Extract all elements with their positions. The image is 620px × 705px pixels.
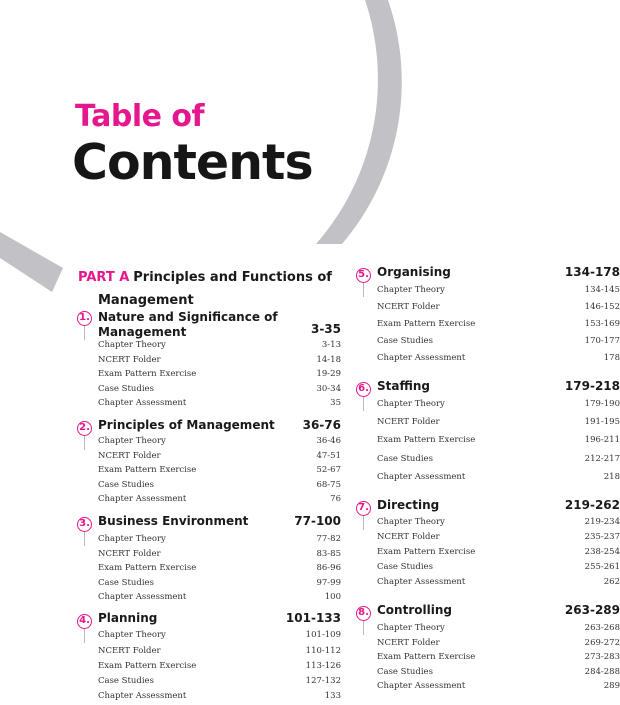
toc-entry[interactable] bbox=[98, 691, 341, 705]
toc-title-line1: Table of bbox=[75, 99, 205, 134]
badge-stem bbox=[84, 629, 85, 643]
toc-entry[interactable] bbox=[98, 494, 341, 508]
entry-pages: 134-145 bbox=[584, 285, 620, 295]
entry-label: Exam Pattern Exercise bbox=[377, 435, 476, 445]
entry-pages: 153-169 bbox=[584, 319, 620, 329]
entry-label: Exam Pattern Exercise bbox=[98, 369, 197, 379]
chapter-number-badge: 2. bbox=[77, 421, 92, 436]
toc-entry[interactable] bbox=[377, 532, 620, 546]
entry-label: Exam Pattern Exercise bbox=[98, 661, 197, 671]
toc-entry[interactable] bbox=[98, 384, 341, 398]
toc-title-line2: Contents bbox=[72, 134, 313, 191]
toc-entry[interactable] bbox=[98, 646, 341, 660]
toc-entry[interactable] bbox=[98, 340, 341, 354]
chapter-title: Nature and Significance of Management bbox=[98, 310, 278, 339]
toc-entry[interactable] bbox=[377, 623, 620, 637]
entry-pages: 235-237 bbox=[584, 532, 620, 542]
chapter-title: Principles of Management bbox=[98, 418, 275, 432]
entry-label: Case Studies bbox=[98, 676, 154, 686]
entry-pages: 14-18 bbox=[316, 354, 341, 365]
entry-pages: 284-288 bbox=[584, 666, 620, 677]
entry-label: Exam Pattern Exercise bbox=[98, 465, 197, 475]
entry-pages: 30-34 bbox=[316, 383, 341, 394]
entry-pages: 178 bbox=[603, 353, 620, 363]
entry-label: NCERT Folder bbox=[98, 645, 161, 656]
chapter-title: Business Environment bbox=[98, 514, 249, 528]
entry-label: Chapter Assessment bbox=[377, 681, 466, 691]
entry-label: NCERT Folder bbox=[377, 637, 440, 648]
part-name-line1: Principles and Functions of bbox=[133, 270, 332, 285]
entry-pages: 170-177 bbox=[584, 336, 620, 346]
entry-pages: 269-272 bbox=[584, 637, 620, 648]
entry-label: Exam Pattern Exercise bbox=[377, 652, 476, 662]
badge-stem bbox=[363, 397, 364, 411]
chapter-page-range: 179-218 bbox=[564, 379, 620, 393]
toc-entry[interactable] bbox=[98, 563, 341, 577]
part-name-line2: Management bbox=[98, 293, 194, 308]
chapter-number-badge: 7. bbox=[356, 501, 371, 516]
entry-pages: 219-234 bbox=[584, 517, 620, 527]
entry-label: Case Studies bbox=[377, 666, 433, 677]
entry-pages: 113-126 bbox=[305, 661, 341, 671]
entry-label: Chapter Theory bbox=[98, 340, 166, 350]
entry-pages: 127-132 bbox=[305, 676, 341, 686]
entry-label: NCERT Folder bbox=[98, 354, 161, 365]
entry-label: Chapter Assessment bbox=[98, 398, 187, 408]
chapter-number-badge: 1. bbox=[77, 311, 92, 326]
entry-pages: 191-195 bbox=[584, 417, 620, 427]
toc-entry[interactable] bbox=[377, 638, 620, 652]
entry-label: Chapter Assessment bbox=[98, 494, 187, 504]
entry-label: Case Studies bbox=[98, 479, 154, 490]
entry-label: Chapter Assessment bbox=[377, 353, 466, 363]
entry-pages: 218 bbox=[603, 472, 620, 482]
chapter-title: Organising bbox=[377, 265, 451, 279]
entry-label: Case Studies bbox=[98, 577, 154, 588]
toc-entry[interactable] bbox=[98, 661, 341, 675]
toc-entry[interactable] bbox=[377, 577, 620, 591]
entry-pages: 212-217 bbox=[584, 454, 620, 464]
entry-label: Chapter Assessment bbox=[98, 691, 187, 701]
entry-pages: 100 bbox=[324, 592, 341, 602]
chapter-number-badge: 8. bbox=[356, 606, 371, 621]
chapter-number-badge: 5. bbox=[356, 268, 371, 283]
entry-pages: 83-85 bbox=[316, 548, 341, 559]
part-heading bbox=[78, 266, 348, 312]
entry-pages: 52-67 bbox=[316, 465, 341, 475]
entry-pages: 47-51 bbox=[316, 450, 341, 461]
toc-entry[interactable] bbox=[377, 517, 620, 531]
chapter-title: Staffing bbox=[377, 379, 430, 393]
toc-entry[interactable] bbox=[377, 435, 620, 449]
badge-stem bbox=[84, 326, 85, 340]
entry-pages: 36-46 bbox=[316, 436, 341, 446]
entry-label: NCERT Folder bbox=[377, 417, 440, 427]
entry-label: NCERT Folder bbox=[98, 450, 161, 461]
toc-entry[interactable] bbox=[98, 676, 341, 690]
entry-label: Chapter Assessment bbox=[98, 592, 187, 602]
entry-label: Case Studies bbox=[377, 561, 433, 572]
entry-label: NCERT Folder bbox=[377, 532, 440, 542]
badge-stem bbox=[363, 621, 364, 635]
entry-pages: 146-152 bbox=[584, 302, 620, 312]
entry-pages: 179-190 bbox=[584, 399, 620, 409]
toc-entry[interactable] bbox=[377, 417, 620, 431]
chapter-number-badge: 3. bbox=[77, 517, 92, 532]
toc-entry[interactable] bbox=[98, 592, 341, 606]
badge-stem bbox=[84, 436, 85, 450]
entry-pages: 76 bbox=[330, 494, 341, 504]
toc-entry[interactable] bbox=[98, 578, 341, 592]
entry-pages: 263-268 bbox=[584, 623, 620, 633]
part-label: PART A bbox=[78, 270, 130, 285]
entry-pages: 289 bbox=[603, 681, 620, 691]
chapter-page-range: 134-178 bbox=[564, 265, 620, 279]
entry-pages: 262 bbox=[603, 576, 620, 587]
toc-entry[interactable] bbox=[377, 319, 620, 333]
chapter-number-badge: 6. bbox=[356, 382, 371, 397]
entry-label: Exam Pattern Exercise bbox=[98, 563, 197, 573]
entry-label: Case Studies bbox=[377, 454, 433, 464]
toc-entry[interactable] bbox=[98, 480, 341, 494]
entry-label: Chapter Theory bbox=[377, 517, 445, 527]
entry-pages: 238-254 bbox=[584, 547, 620, 557]
toc-entry[interactable] bbox=[98, 355, 341, 369]
toc-entry[interactable] bbox=[377, 302, 620, 316]
toc-entry[interactable] bbox=[377, 667, 620, 681]
toc-entry[interactable] bbox=[377, 353, 620, 367]
chapter-page-range: 101-133 bbox=[285, 611, 341, 625]
entry-pages: 110-112 bbox=[305, 645, 341, 656]
entry-label: Chapter Theory bbox=[98, 436, 166, 446]
entry-label: NCERT Folder bbox=[377, 302, 440, 312]
toc-entry[interactable] bbox=[98, 369, 341, 383]
entry-pages: 196-211 bbox=[584, 435, 620, 445]
entry-label: Chapter Assessment bbox=[377, 576, 466, 587]
entry-label: Chapter Theory bbox=[98, 534, 166, 544]
entry-label: NCERT Folder bbox=[98, 548, 161, 559]
toc-entry[interactable] bbox=[98, 398, 341, 412]
entry-pages: 77-82 bbox=[316, 534, 341, 544]
entry-pages: 97-99 bbox=[316, 577, 341, 588]
entry-pages: 86-96 bbox=[316, 563, 341, 573]
toc-entry[interactable] bbox=[377, 652, 620, 666]
chapter-page-range: 219-262 bbox=[564, 498, 620, 512]
entry-pages: 101-109 bbox=[305, 630, 341, 640]
toc-entry[interactable] bbox=[98, 465, 341, 479]
entry-label: Case Studies bbox=[377, 336, 433, 346]
toc-entry[interactable] bbox=[98, 630, 341, 644]
chapter-page-range: 263-289 bbox=[564, 603, 620, 617]
entry-pages: 273-283 bbox=[584, 652, 620, 662]
chapter-title: Planning bbox=[98, 611, 158, 625]
entry-pages: 68-75 bbox=[316, 479, 341, 490]
entry-label: Case Studies bbox=[98, 383, 154, 394]
toc-entry[interactable] bbox=[377, 547, 620, 561]
toc-entry[interactable] bbox=[377, 285, 620, 299]
entry-label: Chapter Theory bbox=[377, 399, 445, 409]
entry-label: Chapter Theory bbox=[377, 623, 445, 633]
toc-entry[interactable] bbox=[98, 549, 341, 563]
toc-entry[interactable] bbox=[377, 681, 620, 695]
toc-entry[interactable] bbox=[377, 454, 620, 468]
chapter-page-range: 36-76 bbox=[302, 418, 341, 432]
entry-pages: 255-261 bbox=[584, 561, 620, 572]
toc-entry[interactable] bbox=[98, 451, 341, 465]
entry-pages: 133 bbox=[324, 691, 341, 701]
chapter-page-range: 3-35 bbox=[310, 322, 341, 336]
entry-pages: 35 bbox=[330, 398, 341, 408]
chapter-page-range: 77-100 bbox=[294, 514, 341, 528]
entry-label: Chapter Theory bbox=[377, 285, 445, 295]
badge-stem bbox=[363, 283, 364, 297]
chapter-title: Controlling bbox=[377, 603, 452, 617]
toc-entry[interactable] bbox=[377, 562, 620, 576]
entry-pages: 3-13 bbox=[321, 340, 341, 350]
badge-stem bbox=[84, 532, 85, 546]
toc-entry[interactable] bbox=[98, 534, 341, 548]
entry-label: Chapter Theory bbox=[98, 630, 166, 640]
toc-entry[interactable] bbox=[377, 472, 620, 486]
entry-label: Exam Pattern Exercise bbox=[377, 319, 476, 329]
entry-label: Exam Pattern Exercise bbox=[377, 547, 476, 557]
chapter-number-badge: 4. bbox=[77, 614, 92, 629]
entry-label: Chapter Assessment bbox=[377, 472, 466, 482]
toc-entry[interactable] bbox=[377, 399, 620, 413]
chapter-title: Directing bbox=[377, 498, 440, 512]
badge-stem bbox=[363, 516, 364, 530]
toc-entry[interactable] bbox=[377, 336, 620, 350]
toc-entry[interactable] bbox=[98, 436, 341, 450]
entry-pages: 19-29 bbox=[316, 369, 341, 379]
